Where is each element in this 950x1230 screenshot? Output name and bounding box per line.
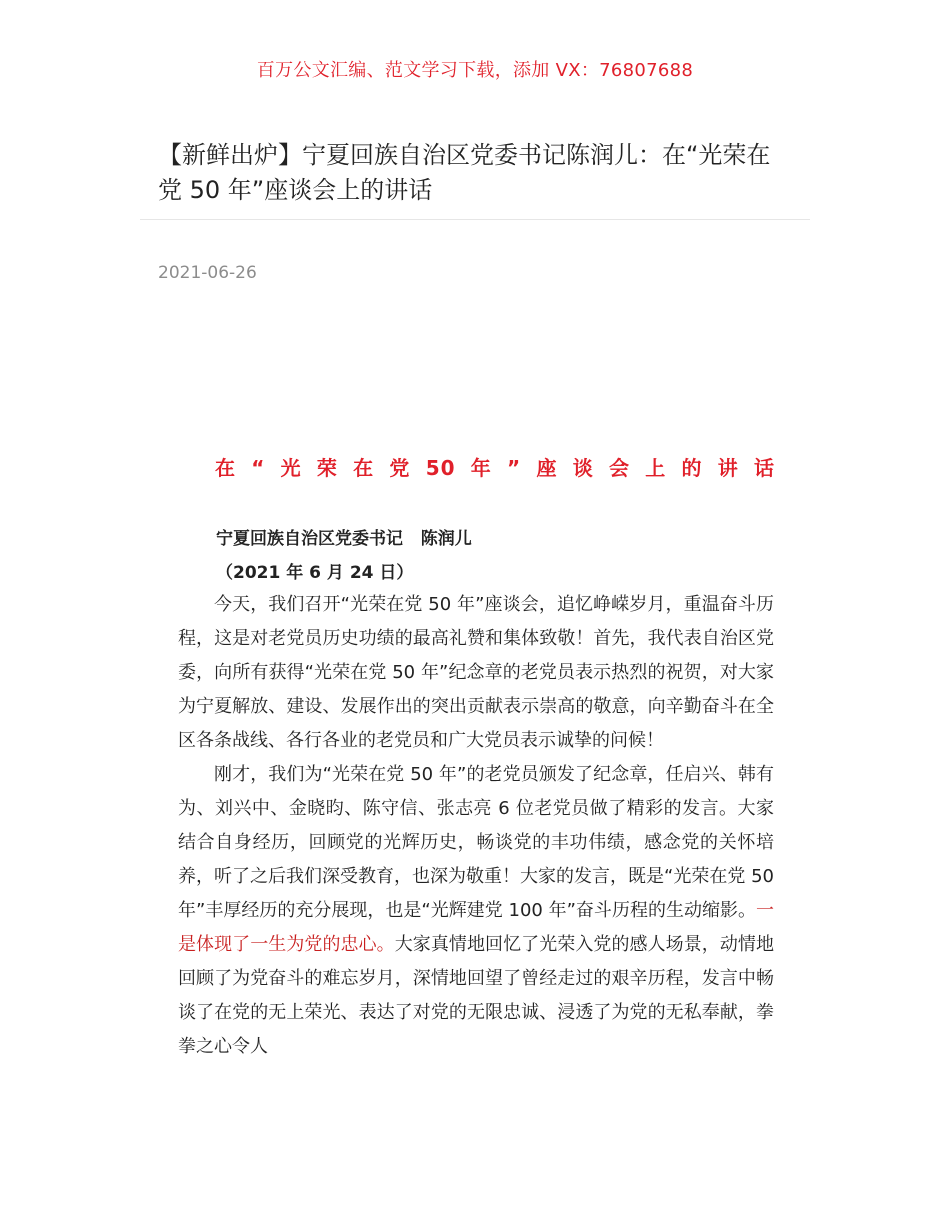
paragraph-2	[178, 758, 774, 1064]
paragraph-2-text: 刚才，我们为“光荣在党 50 年”的老党员颁发了纪念章，任启兴、韩有为、刘兴中、金晓昀、陈守信、张志亮 6 位老党员做了精彩的发言。大家结合自身经历，回顾党的光辉历史，畅谈党的丰功伟绩，感念党的关怀培养，听了之后我们深受教育，也深为敬重！大家的发言，既是“光荣在党 50 年”丰厚经历的充分展现，也是“光辉建党 100 年”奋斗历程的生动缩影。	[178, 764, 774, 921]
speaker-line: 宁夏回族自治区党委书记 陈润儿	[216, 529, 472, 549]
title-divider	[140, 219, 810, 220]
speech-heading: 在“光荣在党50年”座谈会上的讲话	[215, 456, 775, 480]
paragraph-2-continued: 大家真情地回忆了光荣入党的感人场景，动情地回顾了为党奋斗的难忘岁月，深情地回望了曾经走过的艰辛历程，发言中畅谈了在党的无上荣光、表达了对党的无限忠诚、浸透了为党的无私奉献，拳拳之心令人	[178, 934, 774, 1057]
speech-date: （2021 年 6 月 24 日）	[216, 563, 414, 583]
publish-date: 2021-06-26	[158, 263, 257, 283]
article-title: 【新鲜出炉】宁夏回族自治区党委书记陈润儿：在“光荣在党 50 年”座谈会上的讲话	[158, 141, 771, 204]
download-banner: 百万公文汇编、范文学习下载，添加 VX：76807688	[256, 60, 694, 81]
paragraph-2-highlight: 一是体现了一生为党的忠心。	[178, 900, 774, 955]
paragraph-1: 今天，我们召开“光荣在党 50 年”座谈会，追忆峥嵘岁月，重温奋斗历程，这是对老党员历史功绩的最高礼赞和集体致敬！首先，我代表自治区党委，向所有获得“光荣在党 50 年”纪念章的老党员表示热烈的祝贺，对大家为宁夏解放、建设、发展作出的突出贡献表示崇高的敬意，向辛勤奋斗在全区各条战线、各行各业的老党员和广大党员表示诚挚的问候！	[178, 594, 774, 751]
speech-body	[178, 588, 774, 1064]
